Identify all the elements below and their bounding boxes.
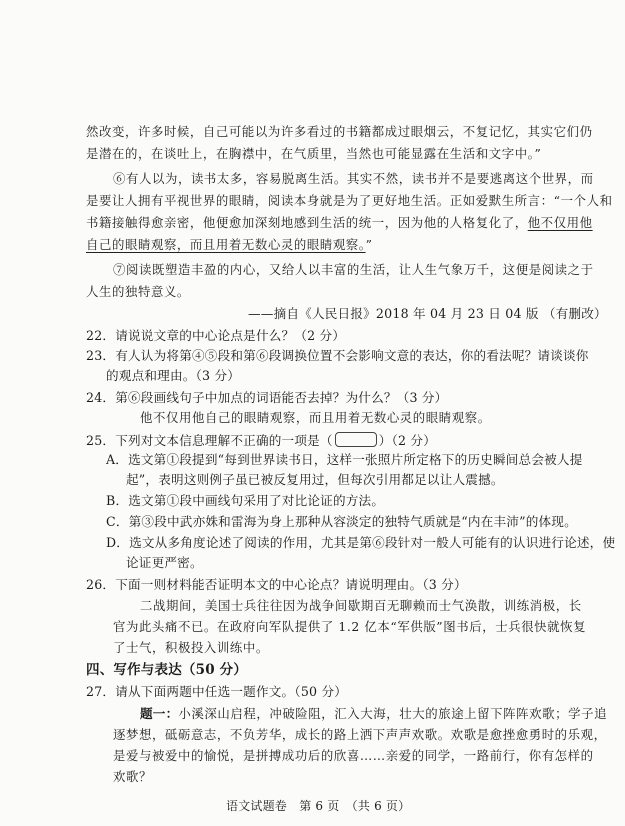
passage-source: ——摘自《人民日报》2018 年 04 月 23 日 04 版 （有删改） bbox=[248, 306, 607, 321]
passage-p6-line1: ⑥有人以为，读书太多，容易脱离生活。其实不然，读书并不是要逃离这个世界，而 bbox=[113, 171, 594, 186]
question-24: 24．第⑥段画线句子中加点的词语能否去掉？为什么？（3 分） bbox=[86, 390, 448, 405]
passage-p6-line3-text: 书籍接触得愈亲密，他便愈加深刻地感到生活的统一，因为他的人格复化了， bbox=[86, 215, 528, 230]
option-d-line2: 论证更严密。 bbox=[126, 555, 203, 570]
option-d-line1: D．选文从多角度论述了阅读的作用，尤其是第⑥段针对一般人可能有的认识进行论述，使 bbox=[106, 535, 616, 550]
question-22: 22．请说说文章的中心论点是什么？（2 分） bbox=[86, 328, 346, 343]
underlined-sentence-part2: 自己的眼睛观察，而且用着无数心灵的眼睛观察。 bbox=[86, 237, 366, 252]
topic1-line1 bbox=[140, 706, 607, 722]
question-24-quote: 他不仅用他自己的眼睛观察，而且用着无数心灵的眼睛观察。 bbox=[140, 410, 491, 425]
topic1-text-line1: 小溪深山启程，冲破险阻，汇入大海，壮大的旅途上留下阵阵欢歌；学子追 bbox=[178, 706, 608, 721]
option-c: C．第③段中武亦姝和雷海为身上那种从容淡定的独特气质就是“内在丰沛”的体现。 bbox=[106, 514, 577, 529]
page-footer: 语文试题卷 第 6 页 （共 6 页） bbox=[226, 799, 411, 813]
section-title-writing: 四、写作与表达（50 分） bbox=[86, 662, 248, 678]
passage-p5-line1: 然改变，许多时候，自己可能以为许多看过的书籍都成过眼烟云，不复记忆，其实它们仍 bbox=[86, 124, 593, 139]
option-b: B．选文第①段中画线句采用了对比论证的方法。 bbox=[106, 493, 385, 508]
question-25-points: ）（2 分） bbox=[378, 433, 437, 448]
question-26-material-line3: 了士气，积极投入训练中。 bbox=[113, 640, 269, 655]
passage-p6-line4-end: ” bbox=[365, 237, 373, 252]
passage-p6-line4 bbox=[86, 237, 373, 253]
topic1-line3: 是爱与被爱中的愉悦，是拼搏成功后的欣喜……亲爱的同学，一路前行，你有怎样的 bbox=[113, 748, 594, 763]
question-23-line1: 23．有人认为将第④⑤段和第⑥段调换位置不会影响文意的表达，你的看法呢？请谈谈你 bbox=[86, 348, 589, 363]
question-23-line2: 的观点和理由。（3 分） bbox=[106, 368, 241, 383]
question-27: 27．请从下面两题中任选一题作文。（50 分） bbox=[86, 684, 348, 699]
question-26-material-line2: 官为此头痛不已。在政府向军队提供了 1.2 亿本“军供版”图书后，士兵很快就恢复 bbox=[113, 619, 587, 634]
passage-p6-line2: 是要让人拥有平视世界的眼睛，阅读本身就是为了更好地生活。正如爱默生所言：“一个人和 bbox=[86, 193, 613, 208]
passage-p6-line3 bbox=[86, 215, 593, 231]
question-25-text: 25．下列对文本信息理解不正确的一项是（ bbox=[86, 433, 333, 448]
question-25 bbox=[86, 432, 436, 449]
passage-p7-line1: ⑦阅读既塑造丰盈的内心，又给人以丰富的生活，让人生气象万千，这便是阅读之于 bbox=[113, 262, 594, 277]
option-a-line1: A．选文第①段提到“每到世界读书日，这样一张照片所定格下的历史瞬间总会被人提 bbox=[106, 452, 583, 467]
question-26-material-line1: 二战期间，美国士兵往往因为战争间歇期百无聊赖而士气涣散，训练消极，长 bbox=[140, 598, 582, 613]
topic1-line4: 欢歌？ bbox=[113, 769, 152, 784]
underlined-sentence-part1: 他不仅用他 bbox=[527, 215, 593, 230]
topic1-line2: 逐梦想，砥砺意志，不负芳华，成长的路上洒下声声欢歌。欢歌是愈挫愈勇时的乐观， bbox=[113, 727, 607, 742]
topic1-label: 题一： bbox=[140, 706, 179, 721]
passage-p5-line2: 是潜在的，在谈吐上，在胸襟中，在气质里，当然也可能显露在生活和文字中。” bbox=[86, 146, 542, 161]
passage-p7-line2: 人生的独特意义。 bbox=[86, 284, 190, 299]
answer-blank bbox=[335, 432, 377, 447]
option-a-line2: 起”，表明这则例子虽已被反复用过，但每次引用都足以让人震撼。 bbox=[126, 472, 504, 487]
question-26: 26．下面一则材料能否证明本文的中心论点？请说明理由。（3 分） bbox=[86, 577, 467, 592]
